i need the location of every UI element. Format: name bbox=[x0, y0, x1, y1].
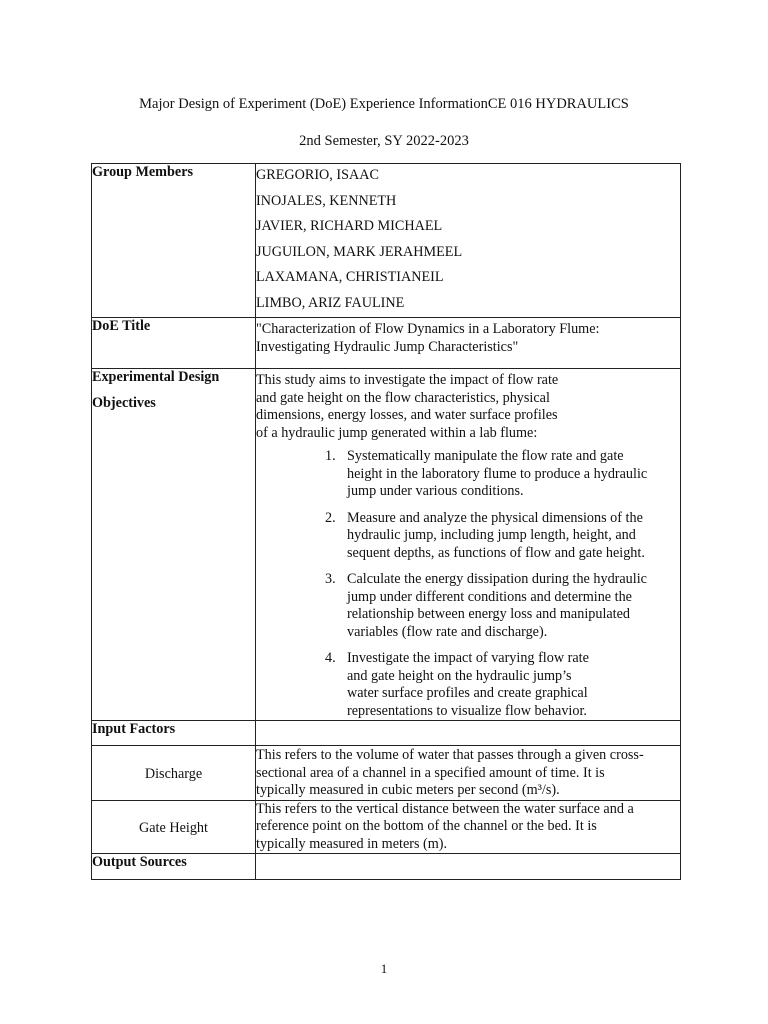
objectives-label-text: Objectives bbox=[92, 394, 156, 411]
doe-title-line: "Characterization of Flow Dynamics in a Laboratory Flume: bbox=[256, 321, 600, 337]
design-intro bbox=[256, 372, 680, 442]
objective-line: Investigate the impact of varying flow rate bbox=[347, 650, 589, 666]
doe-info-table bbox=[91, 163, 681, 880]
description-line: This refers to the volume of water that passes through a given cross- bbox=[256, 747, 644, 763]
objective-line: height in the laboratory flume to produce a hydraulic bbox=[347, 465, 648, 482]
objective-number: 4. bbox=[325, 650, 336, 666]
intro-line: and gate height on the flow characteristics, physical bbox=[256, 389, 550, 406]
output-sources-label bbox=[92, 854, 256, 880]
gate-height-label-text: Gate Height bbox=[139, 820, 208, 836]
intro-line: This study aims to investigate the impact of flow rate bbox=[256, 372, 559, 388]
member-name: LAXAMANA, CHRISTIANEIL bbox=[256, 269, 444, 285]
input-factors-row bbox=[92, 721, 681, 746]
output-sources-row bbox=[92, 854, 681, 880]
objective-number: 2. bbox=[325, 509, 336, 526]
objective-item bbox=[325, 509, 680, 563]
objective-line: Systematically manipulate the flow rate and gate bbox=[347, 448, 624, 464]
member-name: INOJALES, KENNETH bbox=[256, 192, 397, 209]
objective-line: representations to visualize flow behavior. bbox=[347, 702, 587, 719]
objective-number: 3. bbox=[325, 571, 336, 587]
objective-line: jump under various conditions. bbox=[347, 483, 524, 499]
objective-line: relationship between energy loss and manipulated bbox=[347, 606, 631, 622]
gate-height-description bbox=[256, 800, 681, 854]
experimental-design-label-text: Experimental Design bbox=[92, 369, 220, 385]
intro-line: dimensions, energy losses, and water surface profiles bbox=[256, 407, 558, 423]
member-name: GREGORIO, ISAAC bbox=[256, 167, 379, 183]
objective-item bbox=[325, 571, 680, 641]
discharge-row bbox=[92, 746, 681, 801]
objectives-list bbox=[256, 448, 680, 720]
doe-title-row bbox=[92, 318, 681, 369]
objective-line: hydraulic jump, including jump length, height, and bbox=[347, 527, 636, 543]
doe-title-label-text: DoE Title bbox=[92, 318, 151, 334]
description-line: This refers to the vertical distance between the water surface and a bbox=[256, 800, 634, 817]
description-line: sectional area of a channel in a specified amount of time. It is bbox=[256, 764, 605, 781]
semester-line: 2nd Semester, SY 2022-2023 bbox=[299, 133, 469, 149]
output-sources-empty-cell bbox=[256, 854, 681, 880]
member-name: JAVIER, RICHARD MICHAEL bbox=[256, 218, 443, 234]
member-name: LIMBO, ARIZ FAULINE bbox=[256, 294, 405, 311]
objective-line: Calculate the energy dissipation during the hydraulic bbox=[347, 571, 647, 587]
description-line: reference point on the bottom of the channel or the bed. It is bbox=[256, 818, 597, 834]
group-members-row bbox=[92, 164, 681, 318]
discharge-label bbox=[92, 746, 256, 801]
input-factors-empty-cell bbox=[256, 721, 681, 746]
description-line: typically measured in cubic meters per second (m³/s). bbox=[256, 782, 560, 798]
member-name: JUGUILON, MARK JERAHMEEL bbox=[256, 243, 463, 260]
page-number: 1 bbox=[380, 961, 388, 976]
objective-line: sequent depths, as functions of flow and gate height. bbox=[347, 544, 645, 561]
objective-line: Measure and analyze the physical dimensions of the bbox=[347, 509, 643, 526]
objective-item bbox=[325, 650, 680, 720]
input-factors-label bbox=[92, 721, 256, 746]
group-members-list bbox=[256, 164, 681, 318]
intro-line: of a hydraulic jump generated within a lab flume: bbox=[256, 424, 538, 441]
input-factors-label-text: Input Factors bbox=[92, 721, 176, 737]
objective-line: jump under different conditions and determine the bbox=[347, 588, 632, 605]
experimental-design-label bbox=[92, 369, 256, 721]
objective-item bbox=[325, 448, 680, 501]
gate-height-label bbox=[92, 800, 256, 854]
doe-title-label bbox=[92, 318, 256, 369]
objective-line: and gate height on the hydraulic jump’s bbox=[347, 667, 572, 684]
output-sources-label-text: Output Sources bbox=[92, 854, 187, 870]
discharge-label-text: Discharge bbox=[144, 766, 203, 782]
doe-title-value bbox=[256, 318, 681, 369]
experimental-design-row bbox=[92, 369, 681, 721]
objective-number: 1. bbox=[325, 448, 336, 464]
experimental-design-content bbox=[256, 369, 681, 721]
group-members-label-text: Group Members bbox=[92, 164, 194, 180]
doe-title-line: Investigating Hydraulic Jump Characteristics" bbox=[256, 338, 519, 355]
discharge-description bbox=[256, 746, 681, 801]
description-line: typically measured in meters (m). bbox=[256, 835, 448, 852]
group-members-label bbox=[92, 164, 256, 318]
gate-height-row bbox=[92, 800, 681, 854]
objective-line: variables (flow rate and discharge). bbox=[347, 623, 548, 640]
objective-line: water surface profiles and create graphical bbox=[347, 685, 588, 701]
document-title: Major Design of Experiment (DoE) Experience InformationCE 016 HYDRAULICS bbox=[139, 96, 629, 112]
